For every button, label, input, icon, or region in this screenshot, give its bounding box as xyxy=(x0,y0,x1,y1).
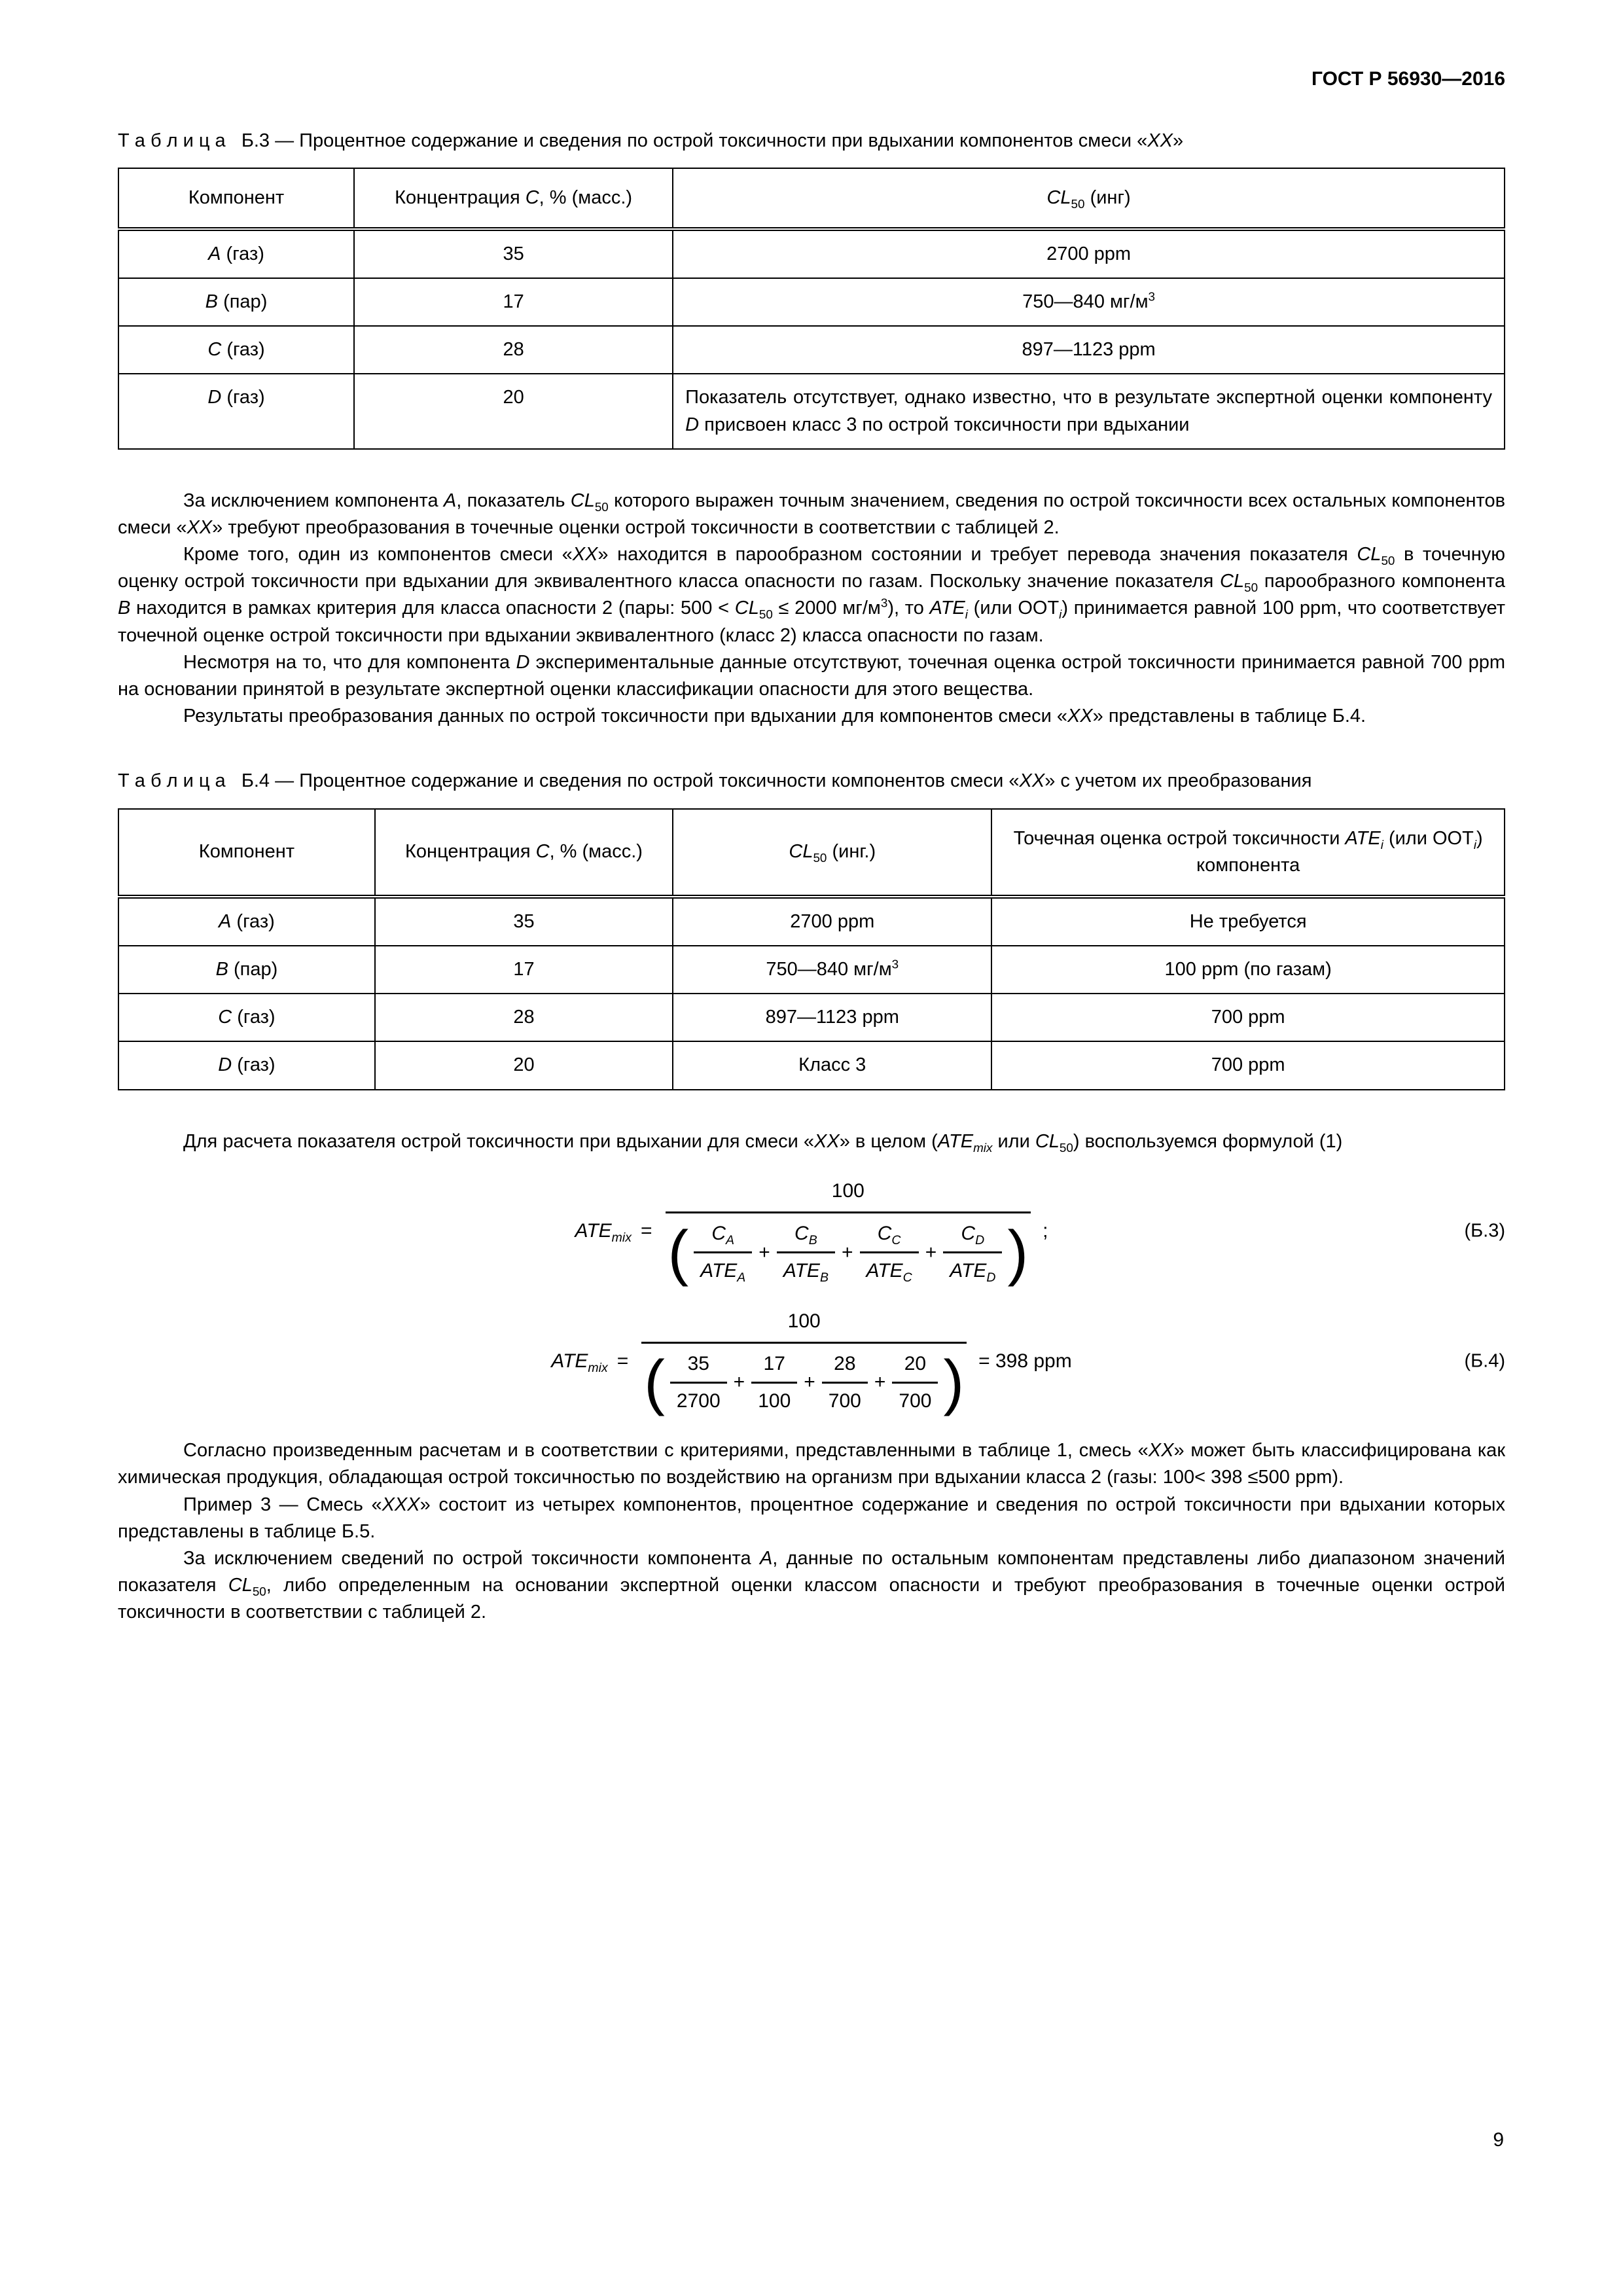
column-header-concentration: Концентрация С, % (масс.) xyxy=(375,809,673,897)
fraction-denominator xyxy=(666,1211,1031,1285)
term-denominator: $ATE_B$ xyxy=(777,1251,835,1285)
term-denominator: 2700 xyxy=(670,1382,727,1416)
term-denominator: 100 xyxy=(751,1382,797,1416)
term-denominator: $ATE_D$ xyxy=(943,1251,1002,1285)
column-header-cl50: $CL_{50}$ (инг.) xyxy=(673,809,991,897)
table-cell: 20 xyxy=(375,1041,673,1089)
formula-b3 xyxy=(575,1177,1048,1285)
table-cell: C (газ) xyxy=(118,326,354,374)
plus-sign: + xyxy=(874,1371,886,1393)
paragraph: Для расчета показателя острой токсичности при вдыхании для смеси «ХХ» в целом ($ATE_{mix}$ или $CL_{50}$) воспользуемся формулой (1) xyxy=(183,1130,1343,1155)
table-cell: A (газ) xyxy=(118,897,375,946)
table-cell: Показатель отсутствует, однако известно, что в результате экспертной оценки компоненту D присвоен класс 3 по острой токсичности при вдыхании xyxy=(673,374,1505,448)
term-numerator: 17 xyxy=(763,1353,785,1375)
term-denominator: 700 xyxy=(892,1382,938,1416)
term-numerator: $C_A$ xyxy=(711,1223,735,1248)
fraction-term xyxy=(694,1220,752,1285)
table-row xyxy=(118,1041,1505,1089)
paragraph: Результаты преобразования данных по острой токсичности при вдыхании для компонентов смеси «ХХ» представлены в таблице Б.4. xyxy=(183,706,1366,727)
paragraph: За исключением сведений по острой токсичности компонента A, данные по остальным компонентам представлены либо диапазоном значений показателя $CL_{50}$, либо определенным на основании экспертной оценки классом опасности и требуют преобразования в точечные оценки острой токсичности в соответствии с таблицей 2. xyxy=(118,1547,1505,1623)
term-denominator: $ATE_A$ xyxy=(694,1251,752,1285)
table-b4-caption: Т а б л и ц а Б.4 — Процентное содержание и сведения по острой токсичности компонентов смеси «ХХ» с учетом их преобразования xyxy=(118,770,1312,792)
fraction-term xyxy=(892,1350,938,1415)
table-cell: 2700 ppm xyxy=(673,229,1505,278)
table-cell: A (газ) xyxy=(118,229,354,278)
plus-sign: + xyxy=(841,1241,853,1263)
fraction-denominator xyxy=(641,1342,967,1418)
formula-lhs: $ATE_{mix}$ xyxy=(575,1219,632,1245)
formula-tail: ; xyxy=(1043,1219,1048,1242)
formula-b4-row xyxy=(118,1308,1505,1416)
term-denominator: 700 xyxy=(822,1382,868,1416)
table-cell: 17 xyxy=(375,946,673,994)
formula-result: = 398 ppm xyxy=(978,1350,1072,1372)
term-numerator: $C_B$ xyxy=(794,1223,817,1248)
plus-sign: + xyxy=(925,1241,937,1263)
equation-label: (Б.4) xyxy=(1464,1350,1505,1372)
table-cell: D (газ) xyxy=(118,1041,375,1089)
table-cell: Класс 3 xyxy=(673,1041,991,1089)
table-cell: 897—1123 ppm xyxy=(673,994,991,1041)
column-header-cl50: $CL_{50}$ (инг) xyxy=(673,168,1505,229)
fraction xyxy=(666,1177,1031,1285)
term-numerator: $C_C$ xyxy=(877,1223,901,1248)
fraction xyxy=(641,1308,967,1416)
term-numerator: 35 xyxy=(687,1353,709,1375)
formula-b3-row xyxy=(118,1177,1505,1285)
page-number: 9 xyxy=(1493,2129,1504,2151)
column-header-ate: Точечная оценка острой токсичности $ATE_i$ (или $ООТ_i$) компонента xyxy=(991,809,1505,897)
table-cell: 700 ppm xyxy=(991,994,1505,1041)
fraction-term xyxy=(822,1350,868,1415)
doc-number: ГОСТ Р 56930—2016 xyxy=(1311,68,1505,90)
paragraph: Кроме того, один из компонентов смеси «ХХ» находится в парообразном состоянии и требует перевода значения показателя $CL_{50}$ в точечную оценку острой токсичности при вдыхании для эквивалентного класса опасности по газам. Поскольку значение показателя $CL_{50}$ парообразного компонента B находится в рамках критерия для класса опасности 2 (пары: $500 < CL_{50} \le 2000$ $мг/м^3$), то $ATE_i$ (или $ООТ_i$) принимается равной 100 ppm, что соответствует точечной оценке острой токсичности при вдыхании эквивалентного (класс 2) класса опасности по газам. xyxy=(118,544,1506,646)
plus-sign: + xyxy=(804,1371,815,1393)
right-paren: ) xyxy=(943,1348,965,1418)
equals-sign: = xyxy=(616,1350,629,1372)
right-paren: ) xyxy=(1007,1217,1029,1287)
table-cell: 17 xyxy=(354,278,673,326)
equation-label: (Б.3) xyxy=(1464,1220,1505,1242)
table-cell: 700 ppm xyxy=(991,1041,1505,1089)
table-row xyxy=(118,278,1505,326)
fraction-term xyxy=(777,1220,835,1285)
column-header-concentration: Концентрация С, % (масс.) xyxy=(354,168,673,229)
table-row xyxy=(118,946,1505,994)
formula-b4 xyxy=(551,1308,1071,1416)
fraction-term xyxy=(943,1220,1002,1285)
paragraph: За исключением компонента A, показатель $CL_{50}$ которого выражен точным значением, сведения по острой токсичности всех остальных компонентов смеси «ХХ» требуют преобразования в точечные оценки острой токсичности в соответствии с таблицей 2. xyxy=(118,490,1505,538)
table-cell: 2700 ppm xyxy=(673,897,991,946)
table-b3-header-row xyxy=(118,168,1505,229)
fraction-numerator: 100 xyxy=(787,1310,821,1332)
term-numerator: 28 xyxy=(834,1353,856,1375)
table-row xyxy=(118,374,1505,448)
table-cell: 20 xyxy=(354,374,673,448)
table-b4 xyxy=(118,808,1505,1090)
table-cell: C (газ) xyxy=(118,994,375,1041)
table-b3-caption: Т а б л и ц а Б.3 — Процентное содержание и сведения по острой токсичности при вдыхании компонентов смеси «ХХ» xyxy=(118,130,1184,151)
equals-sign: = xyxy=(640,1219,652,1242)
table-cell: 750—840 $мг/м^3$ xyxy=(673,278,1505,326)
fraction-numerator: 100 xyxy=(831,1179,865,1202)
table-b4-header-row xyxy=(118,809,1505,897)
table-cell: D (газ) xyxy=(118,374,354,448)
left-paren: ( xyxy=(644,1348,665,1418)
table-row xyxy=(118,897,1505,946)
table-cell: 897—1123 ppm xyxy=(673,326,1505,374)
table-b3 xyxy=(118,168,1505,450)
paragraph: Согласно произведенным расчетам и в соответствии с критериями, представленными в таблице 1, смесь «ХХ» может быть классифицирована как химическая продукция, обладающая острой токсичностью по воздействию на организм при вдыхании класса 2 (газы: 100< 398 ≤500 ppm). xyxy=(118,1440,1506,1488)
column-header-component: Компонент xyxy=(118,168,354,229)
table-cell: Не требуется xyxy=(991,897,1505,946)
table-row xyxy=(118,994,1505,1041)
table-cell: 750—840 $мг/м^3$ xyxy=(673,946,991,994)
table-row xyxy=(118,326,1505,374)
table-cell: B (пар) xyxy=(118,278,354,326)
table-cell: 35 xyxy=(354,229,673,278)
table-cell: 28 xyxy=(354,326,673,374)
plus-sign: + xyxy=(758,1241,770,1263)
table-cell: 28 xyxy=(375,994,673,1041)
formula-lhs: $ATE_{mix}$ xyxy=(551,1350,608,1375)
term-denominator: $ATE_C$ xyxy=(860,1251,919,1285)
table-row xyxy=(118,229,1505,278)
column-header-component: Компонент xyxy=(118,809,375,897)
term-numerator: $C_D$ xyxy=(961,1223,985,1248)
left-paren: ( xyxy=(668,1217,689,1287)
plus-sign: + xyxy=(733,1371,745,1393)
table-cell: 100 ppm (по газам) xyxy=(991,946,1505,994)
term-numerator: 20 xyxy=(904,1353,927,1375)
fraction-term xyxy=(860,1220,919,1285)
fraction-term xyxy=(670,1350,727,1415)
table-cell: B (пар) xyxy=(118,946,375,994)
fraction-term xyxy=(751,1350,797,1415)
paragraph: Пример 3 — Смесь «ХХХ» состоит из четырех компонентов, процентное содержание и сведения по острой токсичности при вдыхании которых представлены в таблице Б.5. xyxy=(118,1494,1506,1542)
table-cell: 35 xyxy=(375,897,673,946)
paragraph: Несмотря на то, что для компонента D экспериментальные данные отсутствуют, точечная оценка острой токсичности принимается равной 700 ppm на основании принятой в результате экспертной оценки классификации опасности для этого вещества. xyxy=(118,651,1505,700)
